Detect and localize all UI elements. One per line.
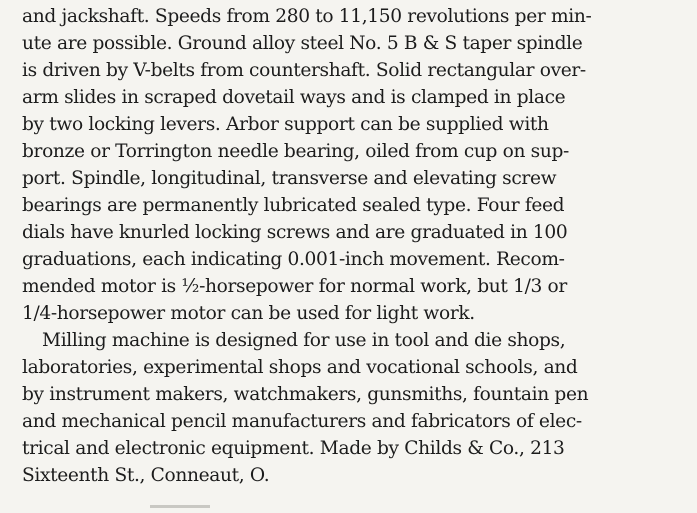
text-line: Sixteenth St., Conneaut, O. — [22, 465, 270, 486]
text-line: port. Spindle, longitudinal, transverse and elevating screw — [22, 168, 557, 189]
text-line: by two locking levers. Arbor support can be supplied with — [22, 114, 549, 135]
text-line: 1/4-horsepower motor can be used for light work. — [22, 303, 475, 324]
bottom-edge-mark — [150, 505, 210, 508]
text-line: mended motor is ½-horsepower for normal work, but 1/3 or — [22, 276, 567, 297]
text-line: bearings are permanently lubricated sealed type. Four feed — [22, 195, 565, 216]
text-line: and mechanical pencil manufacturers and fabricators of elec- — [22, 411, 582, 432]
text-line: trical and electronic equipment. Made by Childs & Co., 213 — [22, 438, 565, 459]
text-line: is driven by V-belts from countershaft. Solid rectangular over- — [22, 60, 586, 81]
text-line: ute are possible. Ground alloy steel No. 5 B & S taper spindle — [22, 33, 583, 54]
text-line: arm slides in scraped dovetail ways and is clamped in place — [22, 87, 566, 108]
text-line: dials have knurled locking screws and are graduated in 100 — [22, 222, 568, 243]
text-line: laboratories, experimental shops and vocational schools, and — [22, 357, 578, 378]
text-line: Milling machine is designed for use in tool and die shops, — [42, 330, 566, 351]
text-line: by instrument makers, watchmakers, gunsmiths, fountain pen — [22, 384, 589, 405]
text-line: bronze or Torrington needle bearing, oiled from cup on sup- — [22, 141, 569, 162]
text-line: and jackshaft. Speeds from 280 to 11,150 revolutions per min- — [22, 6, 592, 27]
text-line: graduations, each indicating 0.001-inch movement. Recom- — [22, 249, 565, 270]
